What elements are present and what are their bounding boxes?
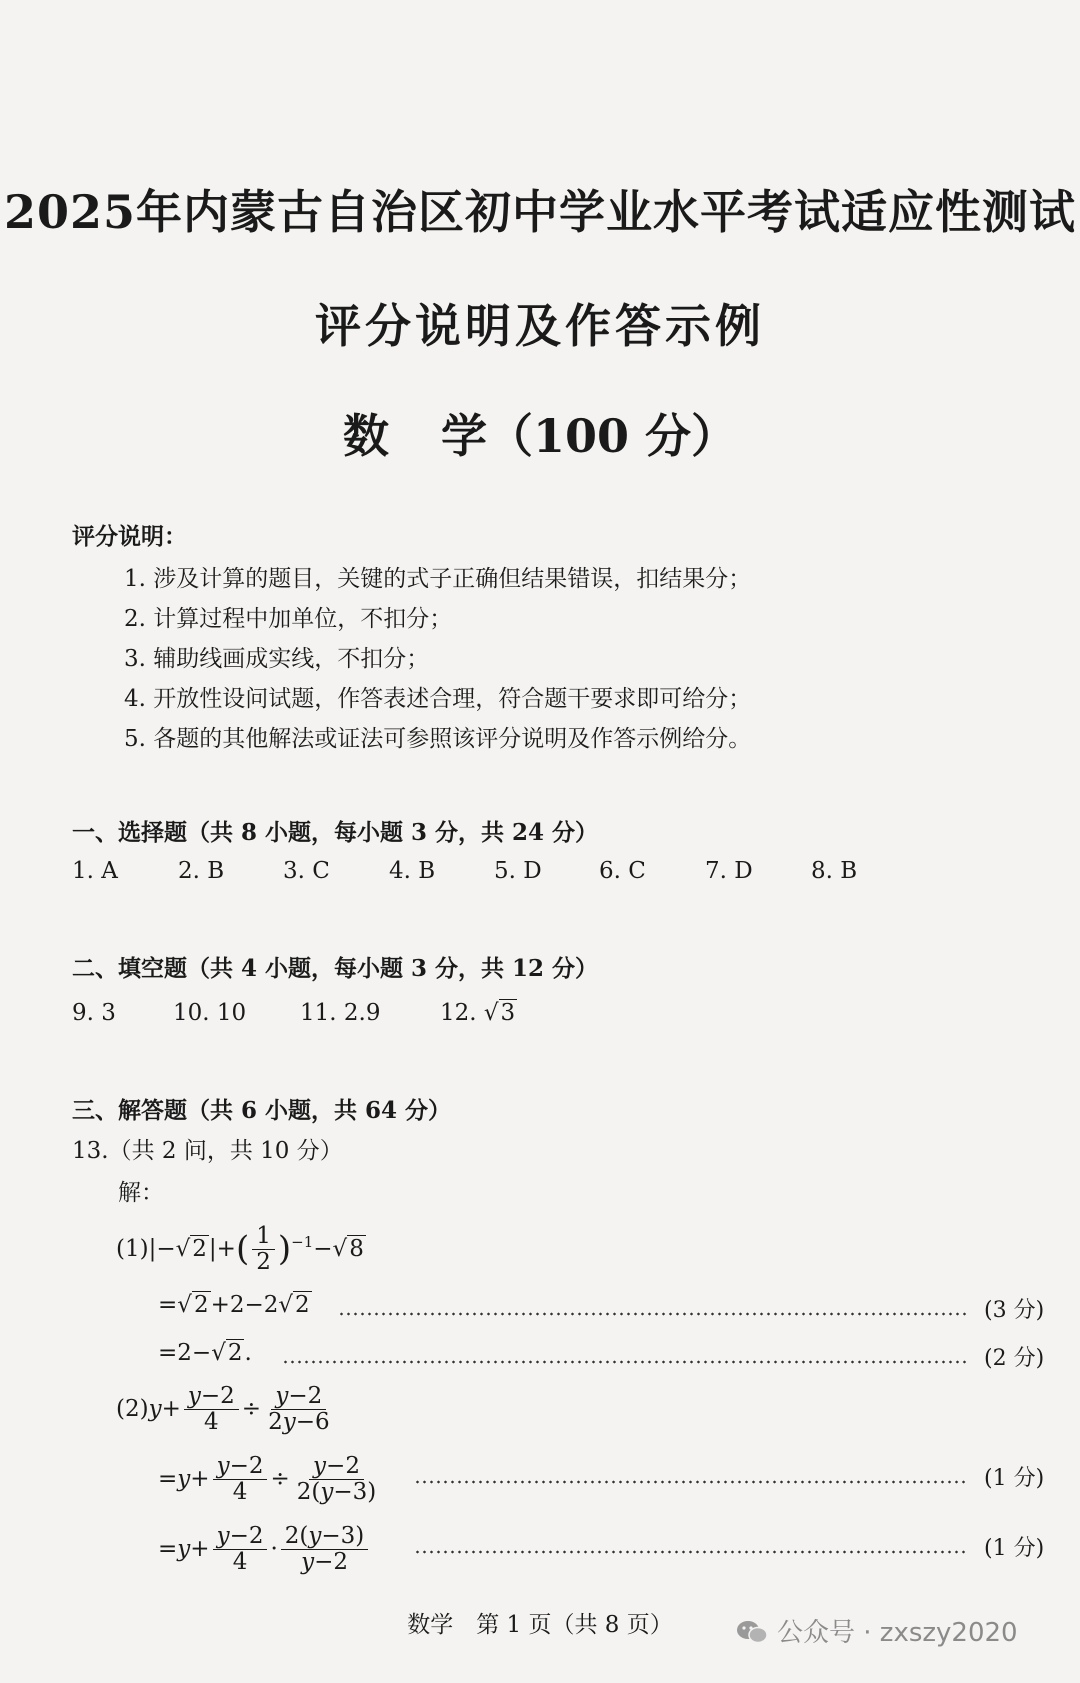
fill-answer: 9. 3 [72,1000,116,1026]
leader-dots [282,1360,966,1364]
mc-answer: 5. D [494,858,542,884]
scoring-item: 5. 各题的其他解法或证法可参照该评分说明及作答示例给分。 [124,726,752,752]
scoring-item: 2. 计算过程中加单位，不扣分； [124,606,453,632]
part1-label: (1) [116,1235,149,1262]
section2-heading: 二、填空题（共 4 小题，每小题 3 分，共 12 分） [72,955,599,982]
score-mark: (3 分) [984,1298,1045,1323]
subject-char-2: 学（100 分） [440,409,738,463]
wechat-icon [735,1619,769,1645]
exam-title: 2025年内蒙古自治区初中学业水平考试适应性测试 [3,185,1077,239]
mc-answer: 4. B [389,858,436,884]
section3-heading: 三、解答题（共 6 小题，共 64 分） [72,1097,452,1124]
answer-12-radicand: 3 [500,1000,516,1026]
part1-step1: =√2+2−2√2 [158,1292,310,1318]
page-footer: 数学 第 1 页（共 8 页） [407,1612,673,1638]
leader-dots [414,1480,966,1484]
mc-answer: 6. C [599,858,646,884]
scoring-item: 1. 涉及计算的题目，关键的式子正确但结果错误，扣结果分； [124,566,752,592]
mc-answer: 3. C [283,858,330,884]
mc-answer: 2. B [178,858,225,884]
doc-subtitle: 评分说明及作答示例 [315,299,765,353]
scoring-item: 3. 辅助线画成实线，不扣分； [124,646,430,672]
section1-heading: 一、选择题（共 8 小题，每小题 3 分，共 24 分） [72,819,599,846]
fill-answer-12: 12. √3 [440,1000,516,1026]
subject-char-1: 数 [342,409,389,463]
mc-answer: 1. A [72,858,118,884]
part1-step2: =2−√2. [158,1340,252,1366]
scoring-heading: 评分说明： [72,523,187,550]
subject-title [0,400,1080,466]
part2-label: (2) [116,1395,149,1422]
score-mark: (1 分) [984,1536,1045,1561]
scoring-item: 4. 开放性设问试题，作答表述合理，符合题干要求即可给分； [124,686,752,712]
part2-step2: =y+ $\frac{y-2}{4}$ · $\frac{2(y-3)}{y-2}$ [158,1524,371,1576]
solve-label: 解： [118,1180,164,1206]
leader-dots [338,1312,966,1316]
watermark [735,1612,1018,1649]
leader-dots [414,1550,966,1554]
fill-answer: 11. 2.9 [300,1000,381,1026]
part2-step1: =y+ $\frac{y-2}{4}$ ÷ $\frac{y-2}{2(y-3)}$ [158,1453,377,1506]
fill-answer: 10. 10 [173,1000,247,1026]
mc-answer: 8. B [811,858,858,884]
part1-expression: (1)|−√2|+( $\frac{1}{2}$ )$^{-1}$−√8 [116,1223,364,1276]
score-mark: (2 分) [984,1346,1045,1371]
q13-label: 13.（共 2 问，共 10 分） [72,1138,343,1164]
score-mark: (1 分) [984,1466,1045,1491]
part2-expression: (2)y+ $\frac{y-2}{4}$ ÷ $\frac{y-2}{2y-6}$ [116,1383,330,1436]
mc-answer: 7. D [705,858,753,884]
watermark-text: 公众号 · zxszy2020 [777,1618,1018,1648]
